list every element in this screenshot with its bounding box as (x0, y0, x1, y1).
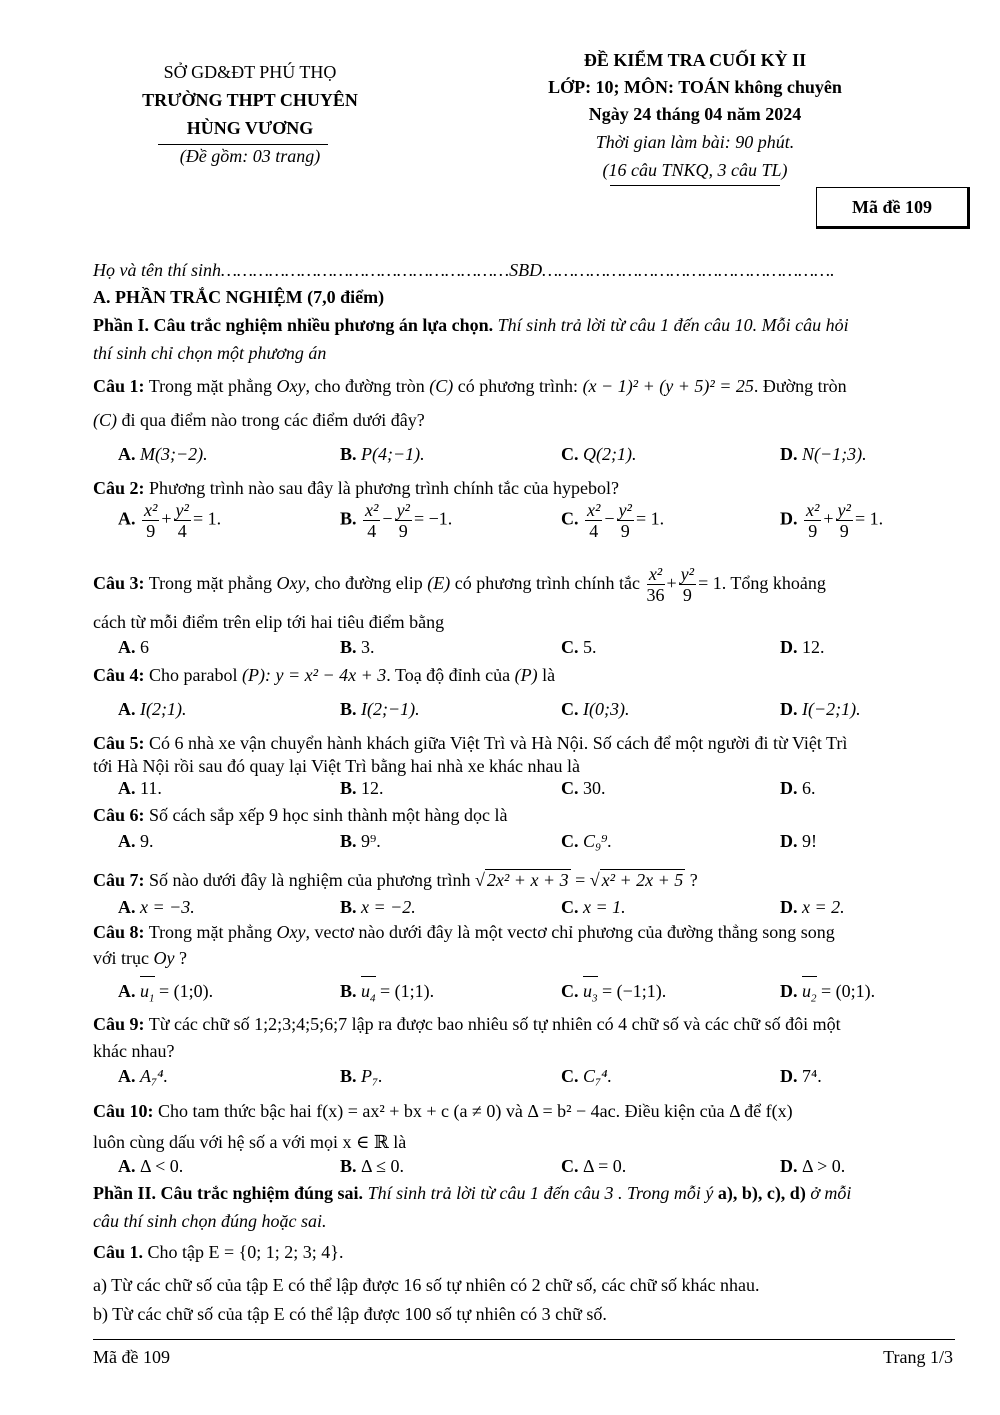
denominator: 9 (839, 521, 849, 541)
option-d[interactable] (780, 893, 845, 921)
numerator: x² (365, 500, 379, 520)
question-mark: ? (179, 948, 188, 968)
option-d[interactable] (780, 1152, 845, 1180)
page-count: (Đề gồm: 03 trang) (179, 146, 321, 166)
math-circle-c: (C) (93, 410, 117, 430)
math-oy: Oy (153, 948, 175, 968)
question-text: Cho tập E = {0; 1; 2; 3; 4}. (147, 1242, 344, 1262)
school-name-line2: HÙNG VƯƠNG (186, 118, 314, 138)
option-label: B. (340, 699, 357, 719)
option-value: 7⁴. (802, 1066, 822, 1086)
option-value: Q(2;1). (583, 444, 637, 464)
exam-duration: Thời gian làm bài: 90 phút. (595, 132, 795, 152)
student-sbd-field: SBD………………………………………………. (509, 260, 835, 280)
option-label: A. (118, 637, 136, 657)
question-text: . Đường tròn (753, 376, 847, 396)
option-d[interactable] (780, 695, 861, 723)
option-a[interactable] (118, 1062, 168, 1090)
option-c[interactable] (561, 893, 626, 921)
fraction (804, 500, 821, 541)
part2-heading (93, 1181, 953, 1205)
option-label: C. (561, 831, 579, 851)
question-text: Có 6 nhà xe vận chuyển hành khách giữa Việt Trì và Hà Nội. Số cách để một người đi từ Việt Trì (149, 733, 848, 753)
option-d[interactable] (780, 633, 825, 661)
question-5 (93, 731, 953, 755)
math-oxy: Oxy (276, 376, 306, 396)
fraction (585, 500, 602, 541)
question-7: Câu 7: Số nào dưới đây là nghiệm của phương trình √ 2x² + x + 3 = √ x² + 2x + 5 ? (93, 870, 698, 890)
vector-index: 1 (149, 992, 155, 1005)
question-2 (93, 476, 953, 500)
part1-instruction-line2: thí sinh chỉ chọn một phương án (93, 343, 327, 363)
option-value: P₇. (361, 1066, 383, 1086)
dept-name: SỞ GD&ĐT PHÚ THỌ (163, 62, 337, 82)
option-value: 9! (802, 831, 817, 851)
option-label: B. (340, 981, 357, 1001)
question-text: là (542, 665, 556, 685)
option-b[interactable] (340, 1062, 383, 1090)
header-right-rule (610, 185, 780, 186)
denominator: 36 (646, 585, 665, 606)
option-label: D. (780, 508, 798, 529)
operator: − (382, 508, 393, 529)
question-text: Số nào dưới đây là nghiệm của phương trình (149, 870, 471, 890)
operator: + (161, 508, 172, 529)
question-text: có phương trình: (457, 376, 579, 396)
option-label: D. (780, 778, 798, 798)
option-value: I(2;1). (140, 699, 187, 719)
question-label: Câu 1: (93, 376, 145, 396)
numerator: y² (837, 500, 851, 520)
numerator: x² (587, 500, 601, 520)
option-value: I(2;−1). (361, 699, 420, 719)
operator: − (604, 508, 615, 529)
numerator: x² (144, 500, 158, 520)
option-b[interactable] (340, 440, 425, 468)
part2-instruction: Thí sinh trả lời từ câu 1 đến câu 3 . Trong mỗi ý (367, 1183, 714, 1203)
option-label: C. (561, 444, 579, 464)
option-label: C. (561, 637, 579, 657)
footer-code: Mã đề 109 (93, 1347, 170, 1367)
option-d[interactable] (780, 1062, 822, 1090)
question-5-options (118, 774, 958, 804)
option-c[interactable] (561, 500, 664, 541)
math-circle-c: (C) (429, 376, 454, 396)
vector-arrow (583, 977, 598, 1013)
question-9-options (118, 1062, 958, 1092)
fraction (363, 500, 380, 541)
option-value: 5. (583, 637, 597, 657)
option-c[interactable] (561, 774, 606, 802)
option-label: A. (118, 778, 136, 798)
option-value: = (0;1). (821, 981, 876, 1001)
operator: + (823, 508, 834, 529)
exam-code-box (816, 187, 970, 229)
option-c[interactable] (561, 1152, 626, 1180)
question-label: Câu 6: (93, 805, 145, 825)
option-label: A. (118, 444, 136, 464)
question-label: Câu 5: (93, 733, 145, 753)
fraction (617, 500, 634, 541)
exam-code: Mã đề 109 (852, 197, 932, 217)
question-2-options (118, 500, 958, 550)
question-9 (93, 1012, 953, 1036)
option-d[interactable] (780, 440, 867, 468)
question-label: Câu 10: (93, 1101, 154, 1121)
option-b[interactable] (340, 774, 384, 802)
option-label: D. (780, 444, 798, 464)
denominator: 4 (177, 521, 187, 541)
question-10-options (118, 1152, 958, 1182)
option-label: A. (118, 981, 136, 1001)
option-value: 30. (583, 778, 606, 798)
question-text: Số cách sắp xếp 9 học sinh thành một hàng dọc là (149, 805, 508, 825)
student-name-field: Họ và tên thí sinh……………………………………………… (93, 260, 510, 280)
option-b[interactable] (340, 633, 375, 661)
question-8-options (118, 977, 958, 1007)
option-value: x = 1. (583, 897, 626, 917)
math-oxy: Oxy (276, 573, 306, 593)
question-8-line2 (93, 946, 953, 970)
option-a[interactable] (118, 827, 154, 855)
question-text: . Toạ độ đỉnh của (386, 665, 511, 685)
question-text: Tổng khoảng (730, 573, 826, 593)
option-d[interactable] (780, 774, 816, 802)
question-3-line2: cách từ mỗi điểm trên elip tới hai tiêu điểm bằng (93, 612, 445, 632)
option-value: P(4;−1). (361, 444, 425, 464)
question-text: Phương trình nào sau đây là phương trình chính tắc của hypebol? (149, 478, 619, 498)
fraction (395, 500, 412, 541)
numerator: y² (618, 500, 632, 520)
part1-instruction: Thí sinh trả lời từ câu 1 đến câu 10. Mỗi câu hỏi (497, 315, 849, 335)
option-value: = (1;0). (159, 981, 214, 1001)
school-name-line1: TRƯỜNG THPT CHUYÊN (142, 90, 358, 110)
option-a[interactable] (118, 1152, 183, 1180)
option-label: D. (780, 1156, 798, 1176)
denominator: 4 (589, 521, 599, 541)
part2-title: Phần II. Câu trắc nghiệm đúng sai. (93, 1183, 364, 1203)
vector-symbol: u (361, 981, 371, 1001)
option-label: C. (561, 1156, 579, 1176)
vector-arrow (140, 977, 155, 1013)
option-label: B. (340, 1156, 357, 1176)
option-value: x = 2. (802, 897, 845, 917)
option-b[interactable] (340, 1152, 404, 1180)
exam-composition: (16 câu TNKQ, 3 câu TL) (602, 160, 788, 180)
vector-index: 4 (370, 992, 376, 1005)
numerator: y² (396, 500, 410, 520)
option-label: D. (780, 897, 798, 917)
vector-arrow (361, 977, 376, 1013)
option-b[interactable] (340, 500, 452, 541)
rhs: = 1. (698, 573, 727, 593)
option-label: C. (561, 508, 579, 529)
option-value: 9⁹. (361, 831, 381, 851)
option-value: C₇⁴. (583, 1066, 613, 1086)
option-value: C₉⁹. (583, 831, 613, 851)
fraction (142, 500, 159, 541)
denominator: 9 (808, 521, 818, 541)
page-number: Trang 1/3 (883, 1347, 953, 1367)
option-label: A. (118, 699, 136, 719)
option-c[interactable] (561, 633, 597, 661)
option-label: C. (561, 778, 579, 798)
question-text: với trục (93, 948, 150, 968)
option-d[interactable] (780, 500, 883, 541)
rhs: = −1. (413, 508, 453, 529)
option-b[interactable] (340, 977, 434, 1013)
student-info-line (93, 258, 953, 282)
question-text: Trong mặt phẳng (148, 573, 273, 593)
question-10 (93, 1099, 953, 1123)
option-label: B. (340, 444, 357, 464)
option-label: D. (780, 637, 798, 657)
question-text: Trong mặt phẳng (148, 376, 273, 396)
option-label: B. (340, 831, 357, 851)
option-value: A₇⁴. (140, 1066, 169, 1086)
option-label: C. (561, 981, 579, 1001)
part2-instruction-line2: câu thí sinh chọn đúng hoặc sai. (93, 1211, 327, 1231)
question-1 (93, 374, 953, 398)
question-text: Cho tam thức bậc hai f(x) = ax² + bx + c (a ≠ 0) và Δ = b² − 4ac. Điều kiện của Δ để f(x) (158, 1101, 793, 1121)
question-mark: ? (689, 870, 698, 890)
question-text: , cho đường tròn (305, 376, 425, 396)
option-label: C. (561, 1066, 579, 1086)
option-label: A. (118, 1066, 136, 1086)
option-value: 12. (361, 778, 384, 798)
question-label: Câu 1. (93, 1242, 144, 1262)
question-label: Câu 3: (93, 573, 145, 593)
option-label: A. (118, 897, 136, 917)
part2-items: a), b), c), d) (717, 1183, 806, 1203)
question-text: đi qua điểm nào trong các điểm dưới đây? (121, 410, 425, 430)
question-text: , cho đường elip (305, 573, 423, 593)
question-label: Câu 9: (93, 1014, 145, 1034)
option-value: 9. (140, 831, 154, 851)
numerator: y² (680, 564, 695, 585)
option-value: M(3;−2). (140, 444, 208, 464)
option-value: 3. (361, 637, 375, 657)
option-c[interactable] (561, 827, 612, 855)
question-3-options (118, 633, 958, 663)
option-d[interactable] (780, 977, 875, 1013)
part1-heading (93, 313, 953, 337)
option-a[interactable] (118, 440, 208, 468)
question-label: Câu 7: (93, 870, 145, 890)
option-value: 12. (802, 637, 825, 657)
question-6-options (118, 827, 958, 857)
denominator: 9 (682, 585, 692, 606)
option-d[interactable] (780, 827, 817, 855)
option-c[interactable] (561, 695, 629, 723)
statement-a[interactable]: a) Từ các chữ số của tập E có thể lập được 16 số tự nhiên có 2 chữ số, các chữ số khác nhau. (93, 1275, 760, 1295)
exam-title: ĐỀ KIỂM TRA CUỐI KỲ II (583, 50, 807, 70)
fraction (679, 564, 696, 605)
question-text: Cho parabol (149, 665, 238, 685)
denominator: 9 (620, 521, 630, 541)
option-label: C. (561, 699, 579, 719)
option-a[interactable] (118, 633, 149, 661)
option-value: Δ = 0. (583, 1156, 627, 1176)
vector-index: 2 (811, 992, 817, 1005)
option-value: Δ > 0. (802, 1156, 846, 1176)
question-7-options (118, 893, 958, 923)
question-text: Trong mặt phẳng (148, 922, 273, 942)
operator: + (666, 573, 677, 593)
vector-arrow (802, 977, 817, 1013)
sqrt-radicand-right: x² + 2x + 5 (601, 870, 684, 890)
option-a[interactable] (118, 695, 186, 723)
option-value: 6. (802, 778, 816, 798)
option-value: N(−1;3). (802, 444, 867, 464)
option-b[interactable] (340, 827, 381, 855)
part2-question-1 (93, 1240, 953, 1264)
header-left-rule (158, 144, 328, 145)
rhs: = 1. (635, 508, 665, 529)
rhs: = 1. (854, 508, 884, 529)
question-10-line2: luôn cùng dấu với hệ số a với mọi x ∈ ℝ là (93, 1132, 407, 1152)
class-subject: LỚP: 10; MÔN: TOÁN không chuyên (548, 77, 842, 97)
statement-b[interactable]: b) Từ các chữ số của tập E có thể lập được 100 số tự nhiên có 3 chữ số. (93, 1304, 607, 1324)
numerator: y² (175, 500, 189, 520)
option-c[interactable] (561, 1062, 612, 1090)
option-label: A. (118, 508, 136, 529)
question-text: Từ các chữ số 1;2;3;4;5;6;7 lập ra được bao nhiêu số tự nhiên có 4 chữ số và các chữ số đôi một (148, 1014, 841, 1034)
option-value: x = −3. (140, 897, 195, 917)
option-a[interactable] (118, 500, 221, 541)
math-equation: (P): y = x² − 4x + 3 (242, 665, 387, 685)
option-value: x = −2. (361, 897, 416, 917)
sqrt-sign-icon: √ (475, 870, 485, 890)
option-value: = (1;1). (380, 981, 435, 1001)
numerator: x² (806, 500, 820, 520)
part2-instruction: ở mỗi (810, 1183, 852, 1203)
math-ellipse-e: (E) (427, 573, 451, 593)
option-value: Δ < 0. (140, 1156, 184, 1176)
option-value: = (−1;1). (602, 981, 667, 1001)
option-label: B. (340, 1066, 357, 1086)
option-label: A. (118, 1156, 136, 1176)
question-text: , vectơ nào dưới đây là một vectơ chỉ phương của đường thẳng song song (305, 922, 835, 942)
question-3 (93, 560, 953, 606)
vector-symbol: u (140, 981, 149, 1001)
vector-symbol: u (583, 981, 592, 1001)
option-label: D. (780, 1066, 798, 1086)
math-parabola-p: (P) (514, 665, 538, 685)
question-label: Câu 8: (93, 922, 145, 942)
question-label: Câu 2: (93, 478, 145, 498)
option-a[interactable] (118, 774, 162, 802)
math-oxy: Oxy (276, 922, 306, 942)
fraction (174, 500, 191, 541)
sqrt-radicand-left: 2x² + x + 3 (486, 870, 569, 890)
rhs: = 1. (192, 508, 222, 529)
option-label: A. (118, 831, 136, 851)
option-value: I(−2;1). (802, 699, 861, 719)
numerator: x² (647, 564, 665, 585)
option-label: B. (340, 637, 357, 657)
question-1-line2 (93, 408, 953, 432)
option-label: B. (340, 778, 357, 798)
question-6 (93, 803, 953, 827)
sqrt-sign-icon: √ (589, 870, 600, 890)
option-label: B. (340, 897, 357, 917)
vector-symbol: u (802, 981, 811, 1001)
section-a-title: A. PHẦN TRẮC NGHIỆM (7,0 điểm) (93, 287, 385, 307)
option-a[interactable] (118, 977, 213, 1013)
option-label: C. (561, 897, 579, 917)
question-8 (93, 920, 953, 944)
question-text: có phương trình chính tắc (454, 573, 641, 593)
option-label: B. (340, 508, 357, 529)
fraction (647, 564, 665, 605)
exam-date: Ngày 24 tháng 04 năm 2024 (588, 104, 802, 124)
question-5-line2: tới Hà Nội rồi sau đó quay lại Việt Trì bằng hai nhà xe khác nhau là (93, 756, 581, 776)
math-equation: (x − 1)² + (y + 5)² = 25 (582, 376, 754, 396)
option-label: D. (780, 699, 798, 719)
option-b[interactable] (340, 695, 420, 723)
option-label: D. (780, 981, 798, 1001)
fraction (836, 500, 853, 541)
question-4 (93, 663, 953, 687)
option-label: D. (780, 831, 798, 851)
option-value: I(0;3). (583, 699, 630, 719)
option-a[interactable] (118, 893, 195, 921)
question-4-options (118, 695, 958, 725)
question-label: Câu 4: (93, 665, 145, 685)
question-9-line2: khác nhau? (93, 1041, 175, 1061)
denominator: 9 (146, 521, 156, 541)
question-1-options (118, 440, 958, 470)
option-c[interactable] (561, 440, 636, 468)
option-value: 11. (140, 778, 162, 798)
option-b[interactable] (340, 893, 416, 921)
part1-title: Phần I. Câu trắc nghiệm nhiều phương án lựa chọn. (93, 315, 494, 335)
option-value: Δ ≤ 0. (361, 1156, 404, 1176)
option-c[interactable] (561, 977, 666, 1013)
option-value: 6 (140, 637, 149, 657)
denominator: 9 (398, 521, 408, 541)
denominator: 4 (367, 521, 377, 541)
footer-rule (93, 1339, 955, 1340)
vector-index: 3 (592, 992, 598, 1005)
